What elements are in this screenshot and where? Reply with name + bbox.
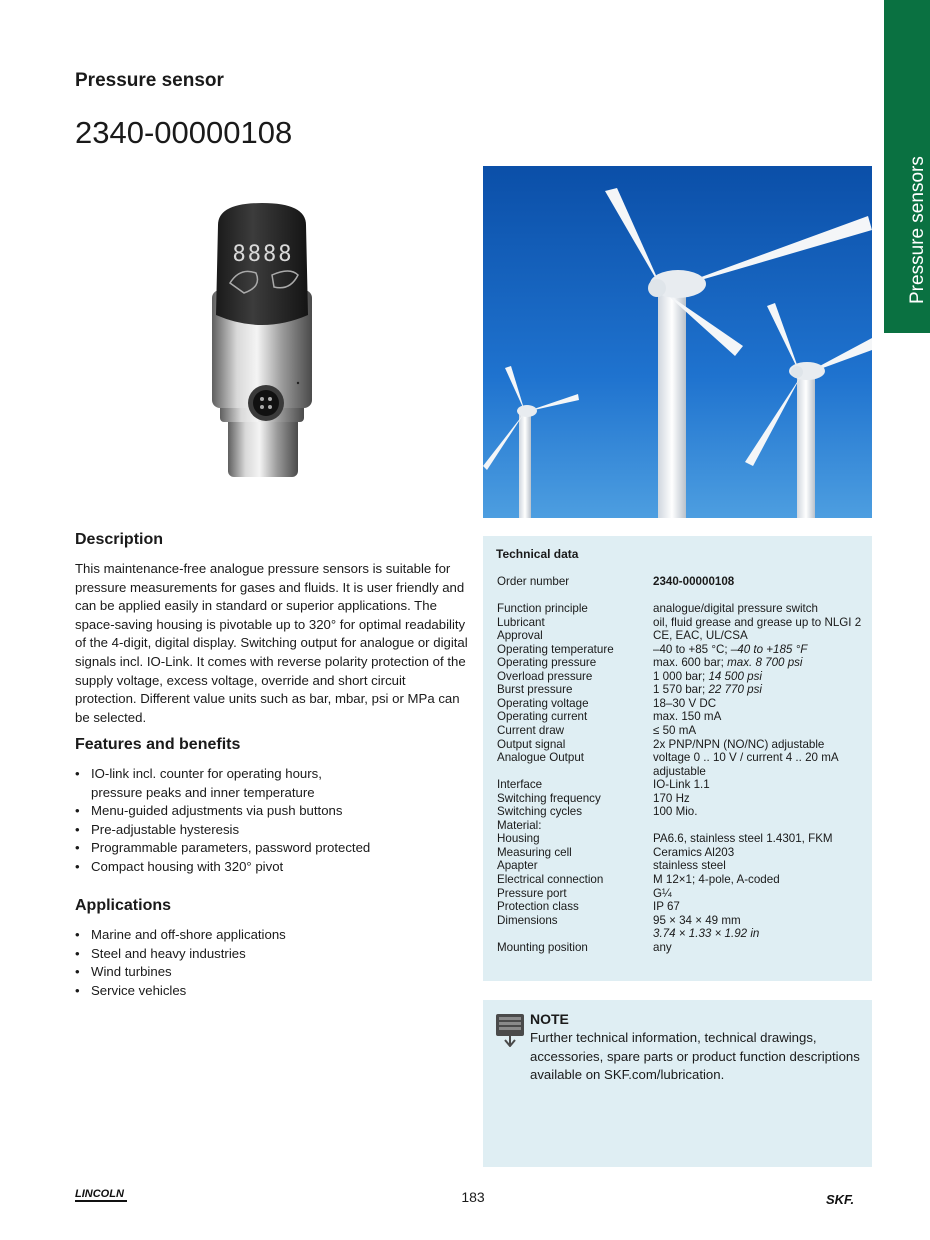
spec-label: Operating voltage: [497, 696, 589, 710]
spec-label: Output signal: [497, 737, 566, 751]
pressure-sensor-image: [190, 195, 340, 495]
order-number-label: Order number: [497, 575, 570, 588]
list-item: • IO-link incl. counter for operating hours, pressure peaks and inner temperature: [75, 765, 475, 802]
spec-label: Function principle: [497, 602, 588, 615]
spec-label: Dimensions: [497, 913, 558, 927]
list-item: • Steel and heavy industries: [75, 945, 475, 964]
spec-label: Material:: [497, 818, 542, 832]
list-item: • Marine and off-shore applications: [75, 926, 475, 945]
spec-value: 95 × 34 × 49 mm: [653, 913, 741, 927]
technical-data-heading: Technical data: [496, 547, 579, 561]
spec-label: Operating current: [497, 710, 588, 724]
product-category: Pressure sensor: [75, 70, 224, 91]
sensor-display: 8888: [232, 242, 294, 267]
spec-value: oil, fluid grease and grease up to NLGI 2: [653, 615, 862, 629]
spec-value: IP 67: [653, 900, 680, 914]
spec-value: 100 Mio.: [653, 805, 698, 819]
spec-label: Apapter: [497, 859, 538, 873]
applications-heading: Applications: [75, 897, 172, 914]
spec-label: Analogue Output: [497, 751, 585, 765]
spec-label: Burst pressure: [497, 683, 573, 697]
svg-text:LINCOLN: LINCOLN: [75, 1188, 124, 1200]
features-list: [75, 765, 475, 877]
spec-label: Interface: [497, 778, 543, 792]
skf-logo: [826, 1192, 874, 1206]
spec-value: analogue/digital pressure switch: [653, 602, 818, 615]
lincoln-logo: [75, 1185, 129, 1205]
list-item: • Menu-guided adjustments via push buttons: [75, 802, 475, 821]
spec-label: Current draw: [497, 723, 565, 737]
list-item: • Pre-adjustable hysteresis: [75, 821, 475, 840]
page-title: 2340-00000108: [75, 115, 293, 150]
spec-value: –40 to +85 °C; –40 to +185 °F: [653, 642, 808, 656]
order-number-value: 2340-00000108: [653, 575, 735, 588]
spec-value: Ceramics Al203: [653, 845, 735, 859]
spec-label: Mounting position: [497, 940, 588, 954]
list-item: • Programmable parameters, password protected: [75, 839, 475, 858]
spec-value: 3.74 × 1.33 × 1.92 in: [653, 927, 760, 941]
spec-label: Measuring cell: [497, 845, 572, 859]
note-title: NOTE: [530, 1011, 569, 1027]
spec-value: M 12×1; 4-pole, A-coded: [653, 873, 780, 886]
spec-value: max. 150 mA: [653, 710, 722, 724]
note-text: Further technical information, technical drawings, accessories, spare parts or product function descriptions available on SKF.com/lubrication.: [530, 1030, 860, 1083]
note-panel: [483, 1000, 872, 1167]
spec-value: 1 570 bar; 22 770 psi: [653, 683, 762, 697]
spec-label: Operating temperature: [497, 642, 614, 656]
description-text: This maintenance-free analogue pressure sensors is suitable for pressure measurements for gases and fluids. It is user friendly and can be applied easily in standard or superior applications. The space-saving housing is pivotable up to 320° for optimal readability of the 4-digit, digital display. Switching output for analogue or digital signals incl. IO-Link. It comes with reverse polarity protection of the supply voltage, excess voltage, override and short circuit protection. Different value units such as bar, mbar, psi or MPa can be selected.: [75, 561, 468, 725]
spec-value: CE, EAC, UL/CSA: [653, 629, 748, 643]
spec-value: 1 000 bar; 14 500 psi: [653, 669, 762, 683]
spec-label: Operating pressure: [497, 656, 597, 670]
spec-value: 2x PNP/NPN (NO/NC) adjustable: [653, 737, 825, 751]
spec-value: 18–30 V DC: [653, 696, 717, 710]
spec-label: Switching frequency: [497, 791, 601, 805]
svg-text:SKF.: SKF.: [826, 1192, 855, 1206]
spec-label: Approval: [497, 629, 543, 643]
features-heading: Features and benefits: [75, 736, 241, 753]
spec-value: 170 Hz: [653, 791, 690, 805]
spec-label: Overload pressure: [497, 669, 593, 683]
spec-label: Electrical connection: [497, 873, 604, 886]
wind-turbines-image: [483, 166, 872, 518]
technical-data-panel: [483, 536, 872, 981]
spec-value: any: [653, 940, 672, 954]
spec-label: Housing: [497, 832, 540, 846]
spec-label: Switching cycles: [497, 805, 583, 819]
spec-value: IO-Link 1.1: [653, 778, 710, 792]
spec-value: PA6.6, stainless steel 1.4301, FKM: [653, 832, 833, 846]
section-tab-label: Pressure sensors: [907, 156, 928, 304]
list-item: • Service vehicles: [75, 982, 475, 1001]
applications-list: [75, 926, 475, 1000]
spec-value: G¼: [653, 886, 672, 900]
section-tab: [884, 0, 930, 333]
spec-label: Lubricant: [497, 615, 545, 629]
list-item: • Compact housing with 320° pivot: [75, 858, 475, 877]
list-item: • Wind turbines: [75, 963, 475, 982]
spec-label: Protection class: [497, 900, 579, 914]
spec-label: Pressure port: [497, 886, 567, 900]
page-number: 183: [461, 1189, 485, 1205]
spec-value: stainless steel: [653, 859, 726, 873]
spec-value: max. 600 bar; max. 8 700 psi: [653, 656, 803, 670]
spec-value: ≤ 50 mA: [653, 723, 697, 737]
spec-value: adjustable: [653, 764, 706, 778]
book-download-icon: [495, 1013, 525, 1047]
spec-value: voltage 0 .. 10 V / current 4 .. 20 mA: [653, 751, 839, 765]
description-heading: Description: [75, 531, 164, 548]
